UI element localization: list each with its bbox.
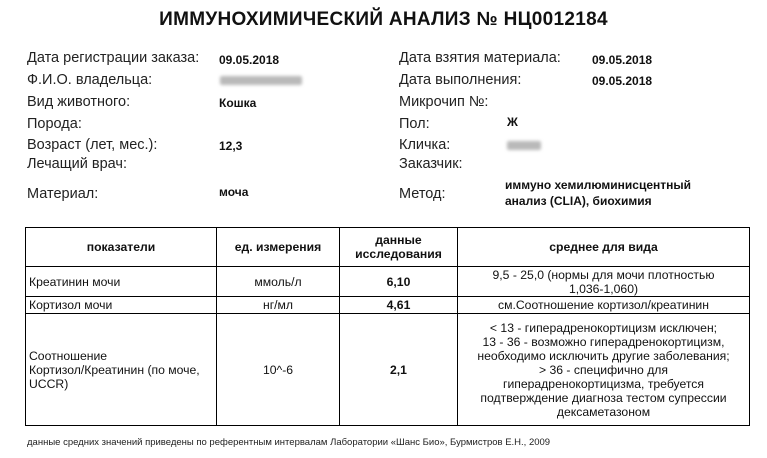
field-value-sample-date: 09.05.2018 — [592, 53, 653, 67]
field-label-method: Метод: — [399, 186, 446, 202]
row-cortisol-reference — [458, 297, 750, 314]
row-creatinine-value: 6,10 — [340, 267, 458, 297]
row-creatinine-unit: ммоль/л — [217, 267, 340, 297]
field-value-completion-date: 09.05.2018 — [592, 74, 653, 88]
table-header-row — [26, 228, 750, 267]
header-result — [340, 228, 458, 267]
field-label-doctor: Лечащий врач: — [27, 156, 127, 172]
field-label-pet-name: Кличка: — [399, 137, 451, 153]
footnote: данные средних значений приведены по референтным интервалам Лаборатории «Шанс Био», Бурмистров Е.Н., 2009 — [27, 437, 551, 448]
redacted-owner-name — [220, 76, 302, 85]
reference-line: 1,036-1,060) — [568, 281, 639, 296]
reference-line: < 13 - гиперадренокортицизм исключен; — [489, 320, 718, 335]
row-uccr-unit: 10^-6 — [217, 314, 340, 426]
row-creatinine-reference — [458, 267, 750, 297]
header-result-line1: данные — [375, 233, 422, 247]
reference-line: дексаметазоном — [556, 404, 651, 419]
field-value-method-line2: анализ (CLIA), биохимия — [505, 194, 652, 208]
field-label-animal-species: Вид животного: — [27, 94, 131, 110]
field-label-breed: Порода: — [27, 116, 82, 132]
header-indicator: показатели — [26, 228, 217, 267]
field-label-completion-date: Дата выполнения: — [399, 72, 522, 88]
reference-line: необходимо исключить другие заболевания; — [477, 348, 730, 363]
field-label-sex: Пол: — [399, 116, 430, 132]
reference-line: > 36 - специфично для — [538, 362, 669, 377]
table-row — [26, 267, 750, 297]
header-unit: ед. измерения — [217, 228, 340, 267]
reference-line: 9,5 - 25,0 (нормы для мочи плотностью — [492, 267, 715, 282]
document-title: ИММУНОХИМИЧЕСКИЙ АНАЛИЗ № НЦ0012184 — [159, 9, 608, 30]
results-table — [25, 227, 750, 426]
header-result-line2: исследования — [355, 247, 442, 261]
redacted-pet-name — [507, 141, 541, 150]
name-line: Соотношение — [29, 348, 108, 363]
field-value-animal-species: Кошка — [219, 96, 257, 110]
name-line: UCCR) — [29, 376, 69, 391]
field-value-material: моча — [219, 185, 249, 199]
table-row — [26, 297, 750, 314]
field-label-registration-date: Дата регистрации заказа: — [27, 50, 200, 66]
row-creatinine-name: Креатинин мочи — [26, 267, 217, 297]
field-label-material: Материал: — [27, 186, 99, 202]
field-label-microchip: Микрочип №: — [399, 94, 489, 110]
row-cortisol-unit: нг/мл — [217, 297, 340, 314]
field-label-sample-date: Дата взятия материала: — [399, 50, 561, 66]
row-uccr-value: 2,1 — [340, 314, 458, 426]
table-row — [26, 314, 750, 426]
row-uccr-name — [26, 314, 217, 426]
name-line: Кортизол/Креатинин (по моче, — [29, 362, 200, 377]
reference-line: 13 - 36 - возможно гиперадренокортицизм, — [482, 334, 725, 349]
reference-line: см.Соотношение кортизол/креатинин — [498, 298, 709, 312]
field-value-registration-date: 09.05.2018 — [219, 53, 280, 67]
field-label-owner-name: Ф.И.О. владельца: — [27, 72, 153, 88]
reference-line: подтверждение диагноза тестом супрессии — [480, 390, 727, 405]
field-value-age: 12,3 — [219, 139, 243, 153]
header-reference: среднее для вида — [458, 228, 750, 267]
row-cortisol-value: 4,61 — [340, 297, 458, 314]
row-cortisol-name: Кортизол мочи — [26, 297, 217, 314]
row-uccr-reference — [458, 314, 750, 426]
reference-line: гиперадренокортицизма, требуется — [503, 376, 704, 391]
field-value-method-line1: иммуно хемилюминисцентный — [505, 178, 692, 192]
field-label-customer: Заказчик: — [399, 156, 463, 172]
field-value-sex: Ж — [507, 115, 518, 129]
field-label-age: Возраст (лет, мес.): — [27, 137, 158, 153]
